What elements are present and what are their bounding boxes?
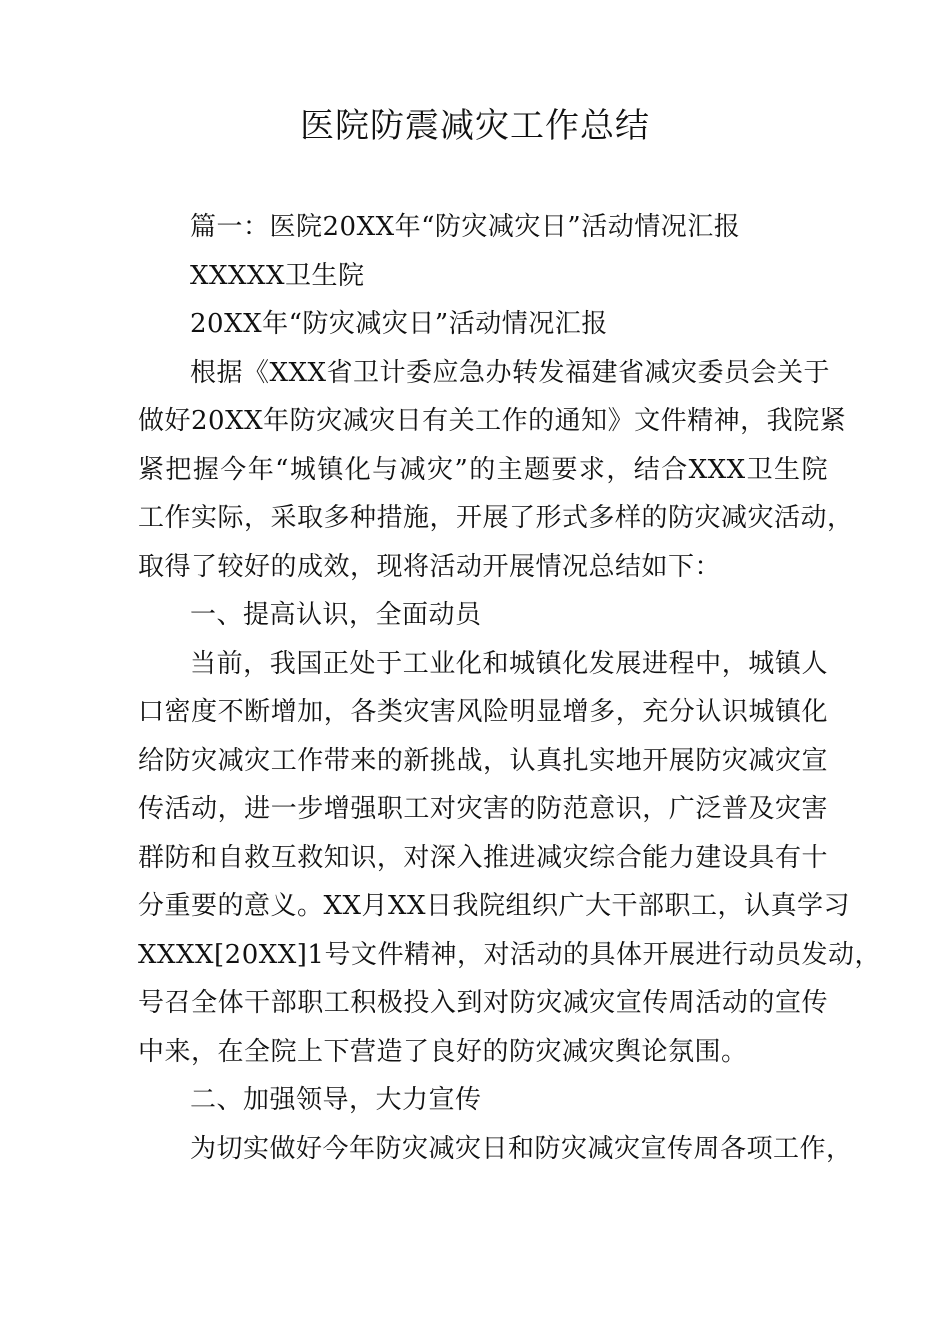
paragraph-line: 号召全体干部职工积极投入到对防灾减灾宣传周活动的宣传 [138, 988, 828, 1018]
document-title: 医院防震减灾工作总结 [300, 106, 650, 146]
organization-name: XXXXX卫生院 [190, 260, 365, 291]
section-heading: 篇一：医院20XX年“防灾减灾日”活动情况汇报 [190, 212, 741, 242]
paragraph-line: 当前，我国正处于工业化和城镇化发展进程中，城镇人 [190, 648, 828, 679]
paragraph-line: 群防和自救互救知识，对深入推进减灾综合能力建设具有十 [138, 842, 828, 873]
paragraph-line: 给防灾减灾工作带来的新挑战，认真扎实地开展防灾减灾宣 [138, 745, 828, 776]
paragraph-line: 传活动，进一步增强职工对灾害的防范意识，广泛普及灾害 [138, 794, 828, 824]
paragraph-line: 根据《XXX省卫计委应急办转发福建省减灾委员会关于 [190, 357, 831, 388]
paragraph-line: 分重要的意义。XX月XX日我院组织广大干部职工，认真学习 [138, 891, 851, 921]
paragraph-line: 中来，在全院上下营造了良好的防灾减灾舆论氛围。 [138, 1036, 748, 1067]
paragraph-line: 口密度不断增加，各类灾害风险明显增多，充分认识城镇化 [138, 697, 828, 727]
paragraph-line: 做好20XX年防灾减灾日有关工作的通知》文件精神，我院紧 [138, 406, 847, 436]
subsection-heading: 一、提高认识，全面动员 [190, 600, 482, 630]
paragraph-line: XXXX[20XX]1号文件精神，对活动的具体开展进行动员发动， [138, 939, 881, 970]
paragraph-line: 工作实际，采取多种措施，开展了形式多样的防灾减灾活动， [138, 503, 854, 533]
paragraph-line: 为切实做好今年防灾减灾日和防灾减灾宣传周各项工作， [190, 1133, 853, 1164]
paragraph-line: 紧把握今年“城镇化与减灾”的主题要求，结合XXX卫生院 [138, 454, 828, 485]
paragraph-line: 取得了较好的成效，现将活动开展情况总结如下： [138, 551, 722, 582]
report-title: 20XX年“防灾减灾日”活动情况汇报 [190, 309, 608, 339]
subsection-heading: 二、加强领导，大力宣传 [190, 1085, 482, 1115]
document-body [138, 203, 881, 1173]
